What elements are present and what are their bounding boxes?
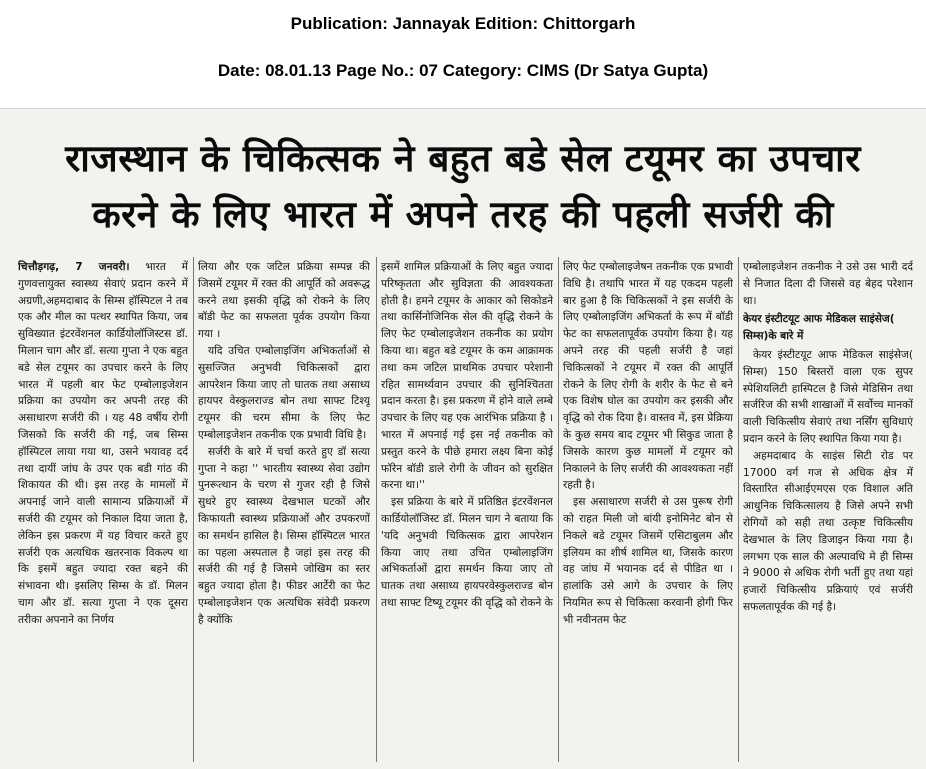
article-column-2 xyxy=(198,259,370,764)
column-divider xyxy=(558,257,559,762)
dateline: चित्तौड़गढ़, 7 जनवरी। xyxy=(18,261,130,273)
article-column-3 xyxy=(381,259,553,764)
article-column-4 xyxy=(563,259,733,764)
newspaper-clipping xyxy=(0,108,926,769)
column-divider xyxy=(376,257,377,762)
column-5-paragraph-3: अहमदाबाद के साइंस सिटी रोड पर 17000 वर्ग गज से अधिक क्षेत्र में विस्तारित सीआईएमएस एक विशाल अति आधुनिक चिकित्सालय है जिसे अपने सभी रोगियों को सही तथा उत्कृष्ट चिकित्सीय देखभाल के लिए डिजाइन किया गया है। लगभग एक साल की अल्पावधि मे ही सिम्स ने 9000 से अधिक रोगी भर्ती हुए तथा यहां हजारों चिकित्सीय प्रक्रियाएं एवं सर्जरी सफलतापूर्वक की गई है। xyxy=(743,449,913,613)
column-5-paragraph-2: केयर इंस्टीटयूट आफ मेडिकल साइंसेज( सिम्स) 150 बिस्तरों वाला एक सुपर स्पेशियलिटी हास्पिटल है जिसे मेडिसिन तथा सर्जरिज की सभी शाखाओं में सर्वोच्च मानकों वाली चिकित्सीय सेवाएं तथा नर्सिंग सुविधाएं प्रदान करने के लिए स्थापित किया गया है। xyxy=(743,348,913,445)
column-divider xyxy=(738,257,739,762)
date-page-category-line: Date: 08.01.13 Page No.: 07 Category: CIMS (Dr Satya Gupta) xyxy=(217,61,709,80)
column-2-paragraph-2: यदि उचित एम्बोलाइजिंग अभिकर्ताओं से सुसज्जित अनुभवी चिकित्सकों द्वारा आपरेशन किया जाए तो घातक तथा असाध्य हायपर वेस्कुलराज्ड बोन तथा साफ्ट टिश्यू टयूमर की चरम सीमा के लिए फेट एम्बोलाइजेशन तकनीक एक प्रभावी विधि है। xyxy=(198,344,370,441)
column-3-paragraph-2: इस प्रक्रिया के बारे में प्रतिष्ठित इंटरवेंशनल कार्डियोलॉजिस्ट डॉ. मिलन चाग ने बताया कि 'यदि अनुभवी चिकित्सक द्वारा आपरेशन किया जाए तथा उचित एम्बोलाइजिंग अभिकर्ताओं द्वारा समर्थन किया जाए तो घातक तथा असाध्य हायपरवेस्कुलराज्ड बोन तथा साफ्ट टिष्यू टयूमर की वृद्धि को रोकने के xyxy=(381,496,553,609)
column-2-paragraph-1: लिया और एक जटिल प्रक्रिया सम्पन्न की जिसमें टयूमर में रक्त की आपूर्ति को अवरूद्ध करने तथा इसकी वृद्धि को रोकने के लिए बॉडी फेट का सफलता पूर्वक उपयोग किया गया । xyxy=(198,261,370,341)
column-4-paragraph-2: इस असाधारण सर्जरी से उस पुरूष रोगी को राहत मिली जो बांयी इनोमिनेट बोन से निकले बडे टयूमर जिसमें एसिटाबुलम और इलियम का शीर्ष शामिल था, जिसके कारण वह जांघ में भयानक दर्द से पीडित था । हालांकि उसे आगे के उपचार के लिए नियमित रूप से चिकित्सा करवानी होगी फिर भी नवीनतम फेट xyxy=(563,496,733,626)
article-column-5 xyxy=(743,259,913,764)
column-2-paragraph-3: सर्जरी के बारे में चर्चा करते हुए डॉ सत्या गुप्ता ने कहा '' भारतीय स्वास्थ्य सेवा उद्योग पुनरूत्थान के चरण से गुजर रही है जिसे सुधरे हुए स्वास्थ्य देखभाल घटकों और किफायती स्वास्थ्य प्रक्रियाओं और उपकरणों का समर्थन हासिल है। सिम्स हॉस्पिटल भारत का पहला अस्पताल है जहां इस तरह की सर्जरी की गई है जिसमे जोखिम का स्तर बहुत ज्यादा होता है। फीडर आर्टेरी का फेट एम्बोलाइजेशन एक अत्यधिक संवेदी प्रकरण है क्योंकि xyxy=(198,445,370,626)
column-3-paragraph-1: इसमें शामिल प्रक्रियाओं के लिए बहुत ज्यादा परिष्कृतता और सुविज्ञता की आवश्यकता होती है। हमने टयूमर के आकार को सिकोडने तथा कार्सिनोजिनिक सेल की वृद्धि रोकने के लिए फेट एम्बोलाइजेशन तकनीक का प्रयोग किया था। बहुत बडे टयूमर के कम आक्रामक तथा कम जटिल प्राथमिक उपचार परेशानी रहित सामर्थ्यवान उपचार की सुनिश्चितता प्रदान करता है। इस प्रकरण में होने वाले लम्बे उपचार के लिए यह एक आरंभिक प्रक्रिया है । भारत में अपनाई गई इस नई तकनीक को प्रस्तुत करने के पीछे हमारा लक्ष्य बिना कोई फॉरेन बॉडी डाले रोगी के जीवन को सुरक्षित करना था।'' xyxy=(381,261,553,492)
headline-line-2: करने के लिए भारत में अपने तरह की पहली सर्जरी की xyxy=(92,193,834,236)
publication-edition-line: Publication: Jannayak Edition: Chittorgarh xyxy=(290,14,636,33)
article-column-1 xyxy=(18,259,188,764)
section-subheading: केयर इंस्टीटयूट आफ मेडिकल साइंसेज( सिम्स)के बारे में xyxy=(743,313,895,343)
column-1-text: भारत में गुणवत्तायुक्त स्वास्थ्य सेवाएं प्रदान करने में अग्रणी,अहमदाबाद के सिम्स हॉस्पिटल ने तब एक और मील का पत्थर स्थापित किया, जब सुविख्यात इंटरवेंशनल कार्डियोलॉजिस्टस डॉ. मिलान चाग और डॉ. सत्या गुप्ता ने एक बहुत बडे सेल टयूमर का उपचार करने के लिए भारत में पहली बार फेट एम्बोलाइजेशन प्रक्रिया का उपयोग कर अपनी तरह की असाधारण सर्जरी की । यह 48 वर्षीय रोगी जिसको कि सर्जरी की गई, जब सिम्स हॉस्पिटल लाया गया था, उसने भयावह दर्द तथा दायीं जांघ के उपर एक बडी गांठ की शिकायत की थी। इस तरह के मामलों में अपनाई जाने वाली सामान्य प्रक्रियाओं में सर्जरी की टयूमर को निकाल दिया जाता है, लेकिन इस प्रकरण में यह विचार करते हुए सर्जरी एक अत्यधिक खतरनाक विकल्प था कि इसमें बहुत ज्यादा रक्त बहने की संभावना थी। इसलिए सिम्स के डॉ. मिलन चाग और डॉ. सत्या गुप्ता ने एक दूसरा तरीका अपनाने का निर्णय xyxy=(18,261,188,626)
headline-line-1: राजस्थान के चिकित्सक ने बहुत बडे सेल टयूमर का उपचार xyxy=(65,137,861,180)
column-5-paragraph-1: एम्बोलाइजेशन तकनीक ने उसे उस भारी दर्द से निजात दिला दी जिससे वह बेहद परेशान था। xyxy=(743,261,913,307)
column-divider xyxy=(193,257,194,762)
column-4-paragraph-1: लिए फेट एम्बोलाइजेषन तकनीक एक प्रभावी विधि है। तथापि भारत में यह एकदम पहली बार हुआ है कि चिकित्सकों ने इस सर्जरी के लिए एम्बोलाइजिंग अभिकर्ता के रूप में बॉडी फेट का सफलतापूर्वक उपयोग किया है। यह अपने तरह की पहली सर्जरी है जहां चिकित्सकों ने टयूमर में रक्त की आपूर्ति रोकने के लिए रोगी के शरीर के फेट से बने एक विशेष घोल का उपयोग कर इसकी और वृद्धि को रोक दिया है। वास्तव में, इस प्रेक्रिया के कुछ समय बाद टयूमर भी सिकुड जाता है जिसके कारण कुछ मामलों में टयूमर को निकालने के लिए सर्जरी की आवश्यकता नहीं रहती है। xyxy=(563,261,733,492)
